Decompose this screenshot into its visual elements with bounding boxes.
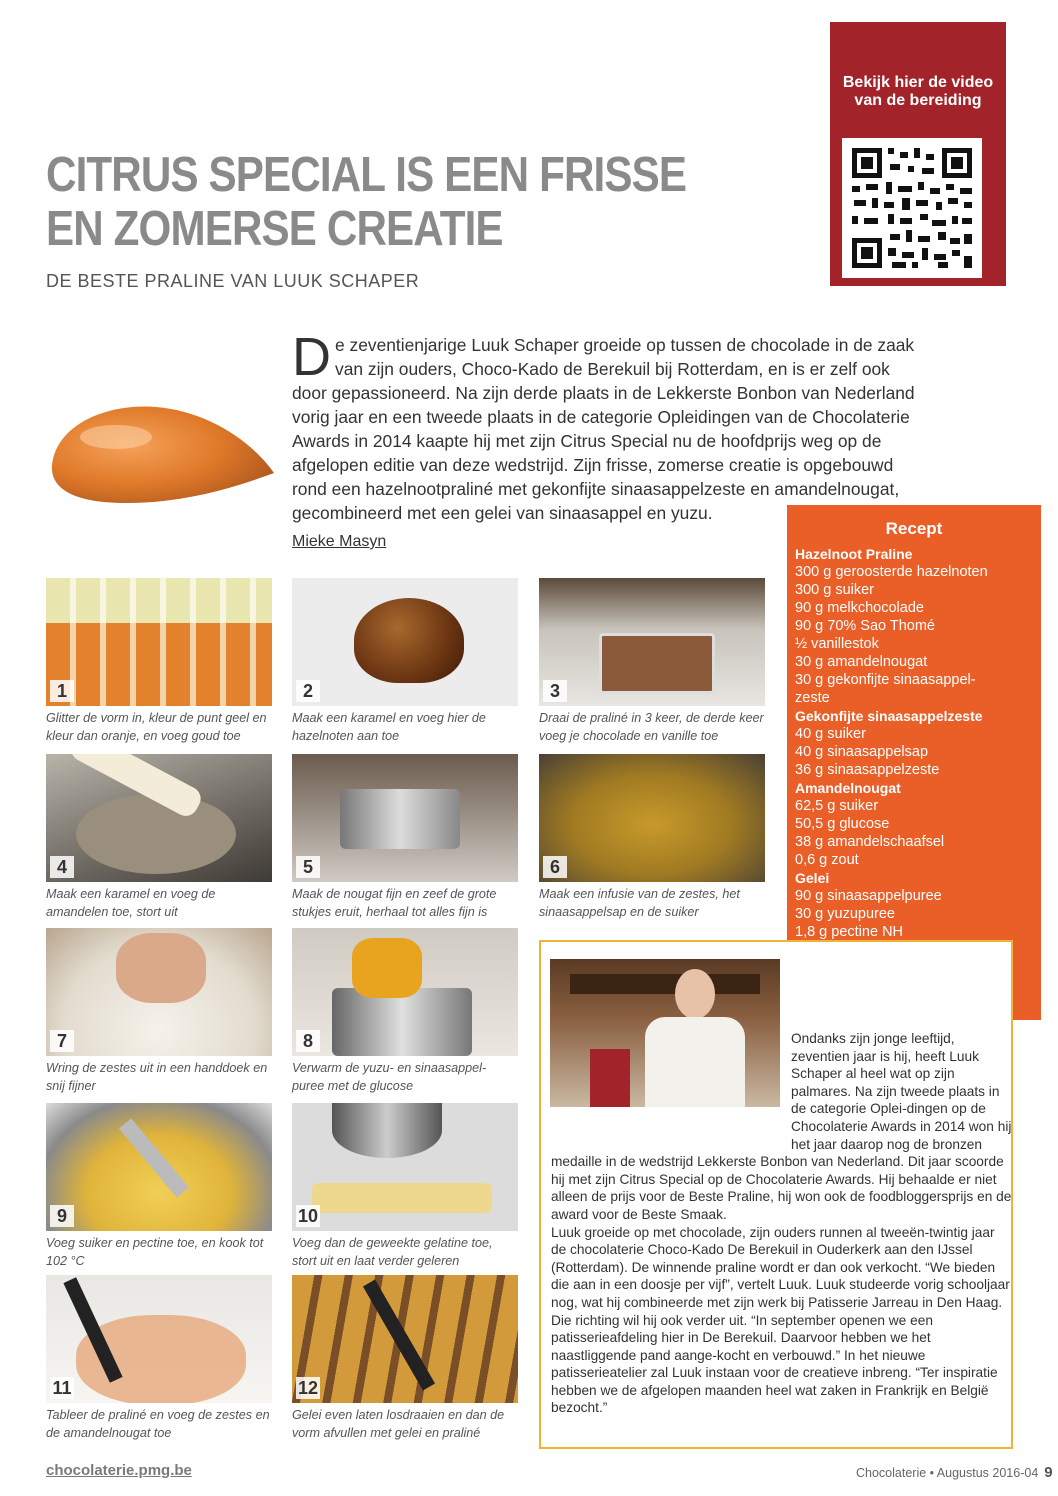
step-card [292, 578, 518, 745]
ingredient: ½ vanillestok [795, 636, 879, 652]
step-photo [292, 754, 518, 882]
page-number: 9 [1044, 1464, 1053, 1481]
step-photo [46, 754, 272, 882]
step-caption: Maak een infusie van de zestes, het sinaasappelsap en de suiker [539, 887, 740, 919]
praline-image [46, 395, 278, 510]
step-card [292, 1275, 518, 1442]
author-link[interactable]: Mieke Masyn [292, 533, 387, 550]
step-number: 11 [50, 1377, 74, 1399]
step-number: 3 [543, 680, 567, 702]
footer-info [856, 1464, 1053, 1481]
step-photo [46, 1103, 272, 1231]
qr-code-icon [842, 138, 982, 278]
intro-text: e zeventienjarige Luuk Schaper groeide op tussen de chocolade in de zaak van zijn ouders, Choco-Kado de Berekuil bij Rotterdam, en is er zelf ook door gepassioneerd. Na zijn derde plaats in de Lekkerste Bonbon van Nederland vorig jaar en een tweede plaats in de categorie Opleidingen van de Chocolaterie Awards in 2014 kaapte hij met zijn Citrus Special nu de hoofdprijs weg op de afgelopen editie van deze wedstrijd. Zijn frisse, zomerse creatie is opgebouwd rond een hazelnootpraliné met gekonfijte sinaasappelzeste en amandelnougat, gecombineerd met een gelei van sinaasappel en yuzu. [292, 335, 915, 523]
step-card [46, 754, 272, 921]
step-card [46, 578, 272, 745]
step-caption: Wring de zestes uit in een handdoek en snij fijner [46, 1061, 268, 1093]
step-number: 10 [297, 1206, 319, 1226]
page-title [46, 148, 700, 256]
step-caption: Voeg suiker en pectine toe, en kook tot 102 °C [46, 1236, 264, 1268]
ingredient: 90 g 70% Sao Thomé [795, 618, 935, 634]
title-line-1: CITRUS SPECIAL IS EEN FRISSE [46, 148, 687, 202]
ingredient: 50,5 g glucose [795, 816, 890, 832]
step-card [292, 1103, 518, 1270]
ingredient: 62,5 g suiker [795, 798, 879, 814]
step-photo [539, 578, 765, 706]
bio-text [551, 1030, 1013, 1417]
step-caption: Verwarm de yuzu- en sinaasappel-puree met de glucose [292, 1061, 487, 1093]
ingredient: zeste [795, 690, 830, 706]
bio-paragraph-2: Luuk groeide op met chocolade, zijn ouders runnen al tweeën-twintig jaar de chocolaterie Choco-Kado De Berekuil in Ouderkerk aan den IJssel (Rotterdam). De winnende praline wordt er dan ook verkocht. “We bieden die aan in een doosje per vijf”, vertelt Luuk. Luuk studeerde vorig schooljaar nog, wat hij combineerde met zijn werk bij Patisserie Jarreau in Den Haag. Die richting wil hij ook verder uit. “In september openen we een patisserieafdeling hier in De Berekuil. Daarvoor hebben we het naastliggende pand aange-kocht en verbouwd.” In het nieuwe patisserieatelier zal Luuk instaan voor de creatieve inbreng. “Ter inspiratie hebben we de afgelopen maanden heel wat zaken in Frankrijk en België bezocht.” [551, 1224, 1010, 1416]
ingredient: 300 g suiker [795, 582, 874, 598]
ingredient: 30 g amandelnougat [795, 654, 928, 670]
step-number: 1 [50, 680, 74, 702]
bio-paragraph-1: Ondanks zijn jonge leeftijd, zeventien jaar is hij, heeft Luuk Schaper al heel wat op zijn palmares. Na zijn tweede plaats in de categorie Oplei-dingen op de Chocolaterie Awards in 2014 won hij het jaar daarop nog de bronzen medaille in de wedstrijd Lekkerste Bonbon van Nederland. Dit jaar scoorde hij met zijn Citrus Special op de Chocolaterie Awards. Hij behaalde er niet alleen de prijs voor de Beste Praline, hij won ook de foodbloggersprijs en de award voor de Beste Smaak. [551, 1031, 1012, 1222]
recipe-section-title: Gelei [795, 870, 830, 886]
step-photo [46, 1275, 272, 1403]
step-number: 8 [296, 1030, 320, 1052]
step-caption: Tableer de praliné en voeg de zestes en de amandelnougat toe [46, 1408, 270, 1440]
recipe-section-title: Gekonfijte sinaasappelzeste [795, 708, 983, 724]
page-subtitle: DE BESTE PRALINE VAN LUUK SCHAPER [46, 271, 420, 291]
step-photo [292, 578, 518, 706]
intro-paragraph [292, 327, 922, 525]
step-caption: Maak een karamel en voeg de amandelen toe, stort uit [46, 887, 216, 919]
ingredient: 30 g yuzupuree [795, 906, 895, 922]
step-card [539, 754, 765, 921]
ingredient: 0,6 g zout [795, 852, 859, 868]
step-caption: Gelei even laten losdraaien en dan de vorm afvullen met gelei en praliné [292, 1408, 505, 1440]
step-number: 5 [296, 856, 320, 878]
step-card [46, 928, 272, 1095]
step-number: 6 [543, 856, 567, 878]
step-number: 12 [297, 1378, 319, 1398]
recipe-section-title: Hazelnoot Praline [795, 546, 913, 562]
ingredient: 90 g sinaasappelpuree [795, 888, 942, 904]
qr-code[interactable] [842, 138, 982, 278]
bio-box [539, 940, 1013, 1449]
ingredient: 300 g geroosterde hazelnoten [795, 564, 988, 580]
title-line-2: EN ZOMERSE CREATIE [46, 202, 503, 256]
step-photo [46, 928, 272, 1056]
step-number: 4 [50, 856, 74, 878]
step-caption: Voeg dan de geweekte gelatine toe, stort uit en laat verder geleren [292, 1236, 493, 1268]
step-caption: Maak de nougat fijn en zeef de grote stukjes eruit, herhaal tot alles fijn is [292, 887, 497, 919]
step-photo [539, 754, 765, 882]
qr-caption: Bekijk hier de video van de bereiding [842, 74, 994, 109]
ingredient: 40 g suiker [795, 726, 866, 742]
step-caption: Maak een karamel en voeg hier de hazelnoten aan toe [292, 711, 486, 743]
video-qr-box[interactable] [830, 22, 1006, 286]
ingredient: 38 g amandelschaafsel [795, 834, 945, 850]
step-number: 9 [50, 1205, 74, 1227]
step-number: 2 [296, 680, 320, 702]
recipe-title: Recept [885, 519, 943, 538]
step-caption: Draai de praliné in 3 keer, de derde keer voeg je chocolade en vanille toe [539, 711, 764, 743]
ingredient: 40 g sinaasappelsap [795, 744, 929, 760]
step-number: 7 [50, 1030, 74, 1052]
step-card [292, 754, 518, 921]
step-card [46, 1103, 272, 1270]
step-card [292, 928, 518, 1095]
recipe-section-title: Amandelnougat [795, 780, 901, 796]
step-photo [292, 1103, 518, 1231]
drop-cap: D [292, 327, 331, 387]
step-photo [292, 1275, 518, 1403]
step-photo [46, 578, 272, 706]
step-photo [292, 928, 518, 1056]
ingredient: 90 g melkchocolade [795, 600, 924, 616]
issue-label: Chocolaterie • Augustus 2016-04 [856, 1466, 1039, 1480]
step-card [539, 578, 765, 745]
step-caption: Glitter de vorm in, kleur de punt geel en kleur dan oranje, en voeg goud toe [46, 711, 267, 743]
step-card [46, 1275, 272, 1442]
ingredient: 1,8 g pectine NH [795, 924, 904, 940]
ingredient: 36 g sinaasappelzeste [795, 762, 940, 778]
ingredient: 30 g gekonfijte sinaasappel- [795, 672, 976, 688]
website-link[interactable]: chocolaterie.pmg.be [46, 1462, 192, 1479]
